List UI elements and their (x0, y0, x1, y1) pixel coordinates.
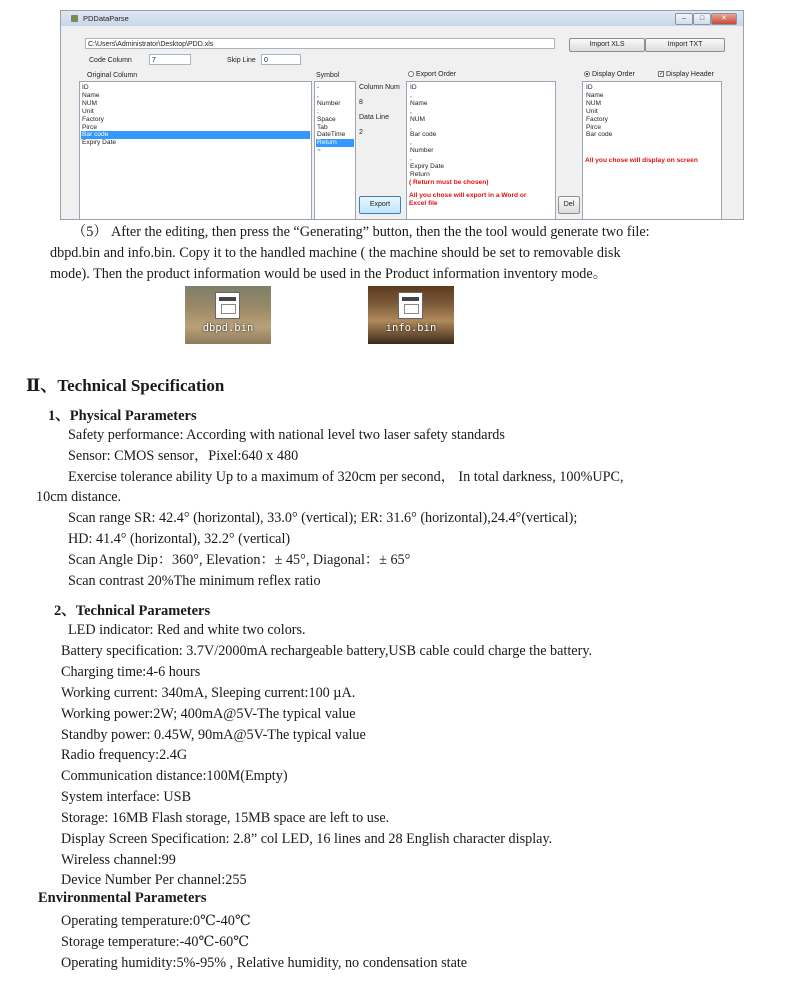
display-order-item[interactable]: Name (586, 91, 604, 99)
export-order-label: Export Order (416, 71, 457, 78)
symbol-item[interactable]: ; (317, 107, 319, 115)
technical-spec-line: Device Number Per channel:255 (61, 872, 247, 888)
physical-spec-line: HD: 41.4° (horizontal), 32.2° (vertical) (68, 531, 291, 547)
dbpd-bin-caption: dbpd.bin (202, 322, 254, 334)
physical-spec-line: Exercise tolerance ability Up to a maximum of 320cm per second， In total darkness, 100%UPC, (68, 469, 624, 485)
original-column-item[interactable]: Factory (82, 115, 104, 123)
file-document-icon (398, 292, 423, 319)
data-line-value: 2 (359, 129, 363, 136)
symbol-item[interactable]: Return (316, 139, 354, 147)
environment-spec-line: Operating temperature:0℃-40℃ (61, 913, 251, 929)
physical-spec-line: Scan Angle Dip：360°, Elevation：± 45°, Diagonal：± 65° (68, 552, 411, 568)
export-note-return: ( Return must be chosen) (409, 178, 489, 186)
window-title: PDDataParse (83, 14, 129, 23)
export-order-item[interactable]: , (410, 139, 412, 147)
data-line-label: Data Line (359, 114, 389, 121)
display-order-item[interactable]: Unit (586, 107, 598, 115)
symbol-label: Symbol (316, 72, 340, 79)
symbol-item[interactable]: ~ (317, 147, 321, 155)
column-num-label: Column Num (359, 84, 400, 91)
original-column-label: Original Column (87, 72, 138, 79)
display-order-label: Display Order (592, 71, 635, 78)
intro-line-1: （5） After the editing, then press the “Generating” button, then the the tool would generate two file: (72, 224, 650, 240)
checkmark-icon: ✓ (659, 71, 665, 78)
technical-spec-line: Wireless channel:99 (61, 852, 176, 868)
file-document-icon (215, 292, 240, 319)
minimize-button[interactable]: – (675, 13, 693, 25)
intro-line-2: dbpd.bin and info.bin. Copy it to the handled machine ( the machine should be set to removable disk (50, 245, 621, 261)
export-note-word: All you chose will export in a Word or (409, 191, 527, 199)
original-column-item[interactable]: Expiry Date (82, 139, 117, 147)
technical-spec-line: Charging time:4-6 hours (61, 664, 201, 680)
code-column-field[interactable]: 7 (149, 54, 191, 65)
section-title: Ⅱ、Technical Specification (26, 376, 225, 395)
import-xls-button[interactable]: Import XLS (569, 38, 645, 52)
physical-spec-line: Safety performance: According with national level two laser safety standards (68, 427, 505, 443)
original-column-item[interactable]: ID (82, 84, 89, 91)
export-order-item[interactable]: ID (410, 84, 417, 91)
window-titlebar (61, 11, 743, 26)
skip-line-field[interactable]: 0 (261, 54, 301, 65)
export-order-item[interactable]: , (410, 123, 412, 131)
technical-spec-line: LED indicator: Red and white two colors. (68, 622, 306, 638)
export-order-item[interactable]: , (410, 91, 412, 99)
maximize-button[interactable]: □ (693, 13, 711, 25)
original-column-item[interactable]: Name (82, 91, 100, 99)
symbol-item[interactable]: Space (317, 115, 336, 123)
environment-spec-line: Storage temperature:-40℃-60℃ (61, 934, 250, 950)
radio-on-icon (584, 71, 590, 77)
file-path-field[interactable]: C:\Users\Administrator\Desktop\PDD.xls (85, 38, 555, 49)
original-column-list[interactable] (79, 81, 312, 220)
dbpd-bin-file[interactable] (185, 286, 271, 344)
original-column-item[interactable]: Bar code (81, 131, 310, 139)
symbol-item[interactable]: - (317, 84, 320, 91)
symbol-item[interactable]: Number (317, 99, 341, 107)
export-order-list[interactable] (406, 81, 556, 220)
technical-spec-line: Working power:2W; 400mA@5V-The typical value (61, 706, 356, 722)
export-order-item[interactable]: Expiry Date (410, 163, 445, 171)
technical-spec-line: Standby power: 0.45W, 90mA@5V-The typical value (61, 727, 366, 743)
technical-title: 2、Technical Parameters (54, 603, 211, 619)
export-order-item[interactable]: Return (410, 170, 430, 178)
symbol-item[interactable]: Tab (317, 123, 328, 131)
info-bin-file[interactable] (368, 286, 454, 344)
physical-spec-line: Scan contrast 20%The minimum reflex ratio (68, 573, 321, 589)
symbol-item[interactable]: , (317, 91, 319, 99)
app-icon (71, 15, 78, 22)
environment-title: Environmental Parameters (38, 890, 207, 906)
radio-off-icon (408, 71, 414, 77)
original-column-item[interactable]: Pirce (82, 123, 98, 131)
display-note: All you chose will display on screen (585, 157, 698, 165)
pddataparse-window (60, 10, 744, 220)
del-button[interactable]: Del (558, 196, 580, 214)
physical-spec-line: Scan range SR: 42.4° (horizontal), 33.0° (vertical); ER: 31.6° (horizontal),24.4°(vertical); (68, 510, 578, 526)
technical-spec-line: Working current: 340mA, Sleeping current:100 µA. (61, 685, 356, 701)
physical-spec-line: 10cm distance. (36, 489, 122, 505)
display-order-item[interactable]: Factory (586, 115, 608, 123)
export-note-excel: Excel file (409, 199, 438, 207)
display-order-item[interactable]: Pirce (586, 123, 602, 131)
display-header-checkbox[interactable] (658, 71, 714, 78)
display-header-label: Display Header (666, 71, 714, 78)
display-order-item[interactable]: Bar code (586, 131, 613, 139)
technical-spec-line: System interface: USB (61, 789, 192, 805)
export-button[interactable]: Export (359, 196, 401, 214)
physical-title: 1、Physical Parameters (48, 408, 197, 424)
display-order-item[interactable]: NUM (586, 99, 602, 107)
technical-spec-line: Storage: 16MB Flash storage, 15MB space are left to use. (61, 810, 390, 826)
technical-spec-line: Radio frequency:2.4G (61, 747, 188, 763)
export-order-items (408, 84, 554, 179)
symbol-item[interactable]: DateTime (317, 131, 346, 139)
display-order-items (584, 84, 720, 139)
close-button[interactable]: ✕ (711, 13, 737, 25)
export-order-item[interactable]: , (410, 155, 412, 163)
export-order-item[interactable]: Bar code (410, 131, 437, 139)
physical-spec-line: Sensor: CMOS sensor，Pixel:640 x 480 (68, 448, 299, 464)
export-order-item[interactable]: , (410, 107, 412, 115)
technical-spec-line: Display Screen Specification: 2.8” col LED, 16 lines and 28 English character display. (61, 831, 553, 847)
column-num-value: 8 (359, 99, 363, 106)
original-column-item[interactable]: Unit (82, 107, 94, 115)
display-order-list[interactable] (582, 81, 722, 220)
skip-line-label: Skip Line (227, 57, 256, 64)
intro-line-3: mode). Then the product information would be used in the Product information inventory mode。 (50, 266, 607, 282)
export-order-item[interactable]: Name (410, 99, 428, 107)
environment-spec-line: Operating humidity:5%-95% , Relative humidity, no condensation state (61, 955, 468, 971)
code-column-label: Code Column (89, 57, 132, 64)
display-order-item[interactable]: ID (586, 84, 593, 91)
technical-spec-line: Battery specification: 3.7V/2000mA rechargeable battery,USB cable could charge the battery. (61, 643, 593, 659)
technical-spec-line: Communication distance:100M(Empty) (61, 768, 288, 784)
export-order-item[interactable]: NUM (410, 115, 426, 123)
import-txt-button[interactable]: Import TXT (645, 38, 725, 52)
export-order-radio[interactable] (408, 71, 456, 78)
display-order-radio[interactable] (584, 71, 635, 78)
symbol-list[interactable] (314, 81, 356, 220)
info-bin-caption: info.bin (385, 322, 437, 334)
original-column-item[interactable]: NUM (82, 99, 98, 107)
export-order-item[interactable]: Number (410, 147, 434, 155)
